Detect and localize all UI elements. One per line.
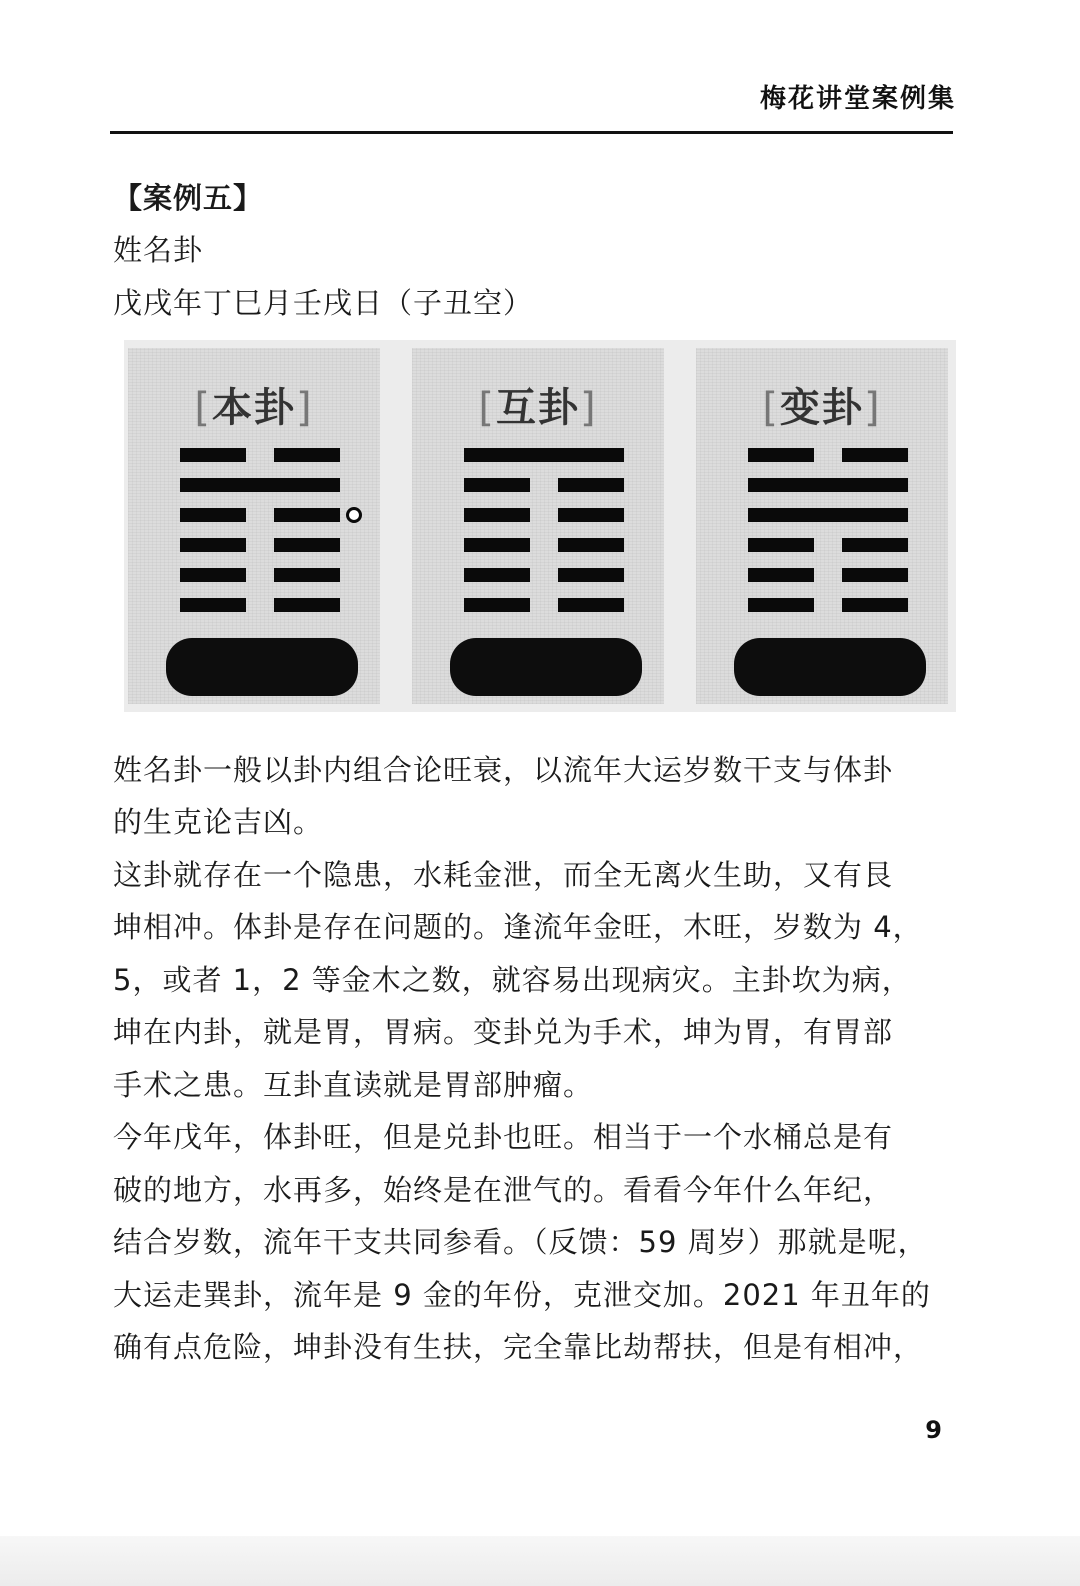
hexagram-lines bbox=[464, 448, 624, 616]
body-line: 确有点危险，坤卦没有生扶，完全靠比劫帮扶，但是有相冲， bbox=[113, 1330, 924, 1364]
hexagram-panel-ben bbox=[128, 348, 380, 704]
body-line: 手术之患。互卦直读就是胃部肿瘤。 bbox=[113, 1068, 594, 1102]
yin-line bbox=[180, 538, 340, 552]
case-date-line: 戊戌年丁巳月壬戌日（子丑空） bbox=[113, 286, 534, 320]
body-line: 姓名卦一般以卦内组合论旺衰，以流年大运岁数干支与体卦 bbox=[113, 753, 894, 787]
page-number: 9 bbox=[925, 1416, 942, 1444]
body-line: 坤相冲。体卦是存在问题的。逢流年金旺，木旺，岁数为 4， bbox=[113, 910, 923, 944]
yin-line bbox=[464, 508, 624, 522]
hexagram-lines bbox=[748, 448, 908, 616]
body-line: 坤在内卦，就是胃，胃病。变卦兑为手术，坤为胃，有胃部 bbox=[113, 1015, 894, 1049]
hexagram-label: [互卦] bbox=[478, 385, 598, 431]
yin-line bbox=[748, 598, 908, 612]
body-line: 破的地方，水再多，始终是在泄气的。看看今年什么年纪， bbox=[113, 1173, 894, 1207]
moving-line-circle-icon bbox=[346, 507, 362, 523]
running-header-title: 梅花讲堂案例集 bbox=[759, 84, 956, 114]
yin-line bbox=[464, 598, 624, 612]
yin-line bbox=[748, 538, 908, 552]
yin-line bbox=[748, 568, 908, 582]
case-subtitle: 姓名卦 bbox=[113, 233, 204, 267]
yin-line bbox=[180, 598, 340, 612]
body-line: 结合岁数，流年干支共同参看。（反馈：59 周岁）那就是呢， bbox=[113, 1225, 928, 1259]
hexagram-label: [变卦] bbox=[762, 385, 882, 431]
body-line: 大运走巽卦，流年是 9 金的年份，克泄交加。2021 年丑年的 bbox=[113, 1278, 931, 1312]
yin-line bbox=[464, 538, 624, 552]
yin-line bbox=[464, 478, 624, 492]
hexagram-label: [本卦] bbox=[194, 385, 314, 431]
yin-line bbox=[748, 448, 908, 462]
body-line: 的生克论吉凶。 bbox=[113, 805, 324, 839]
body-line: 今年戊年，体卦旺，但是兑卦也旺。相当于一个水桶总是有 bbox=[113, 1120, 894, 1154]
hexagram-name-pill bbox=[734, 638, 926, 696]
yin-line bbox=[180, 568, 340, 582]
yin-line bbox=[464, 568, 624, 582]
hexagram-panel-hu bbox=[412, 348, 664, 704]
yin-line bbox=[180, 508, 340, 522]
yang-line bbox=[464, 448, 624, 462]
hexagram-name-pill bbox=[450, 638, 642, 696]
bottom-shadow-band bbox=[0, 1536, 1080, 1586]
yin-line bbox=[180, 448, 340, 462]
yang-line bbox=[748, 508, 908, 522]
yang-line bbox=[748, 478, 908, 492]
yang-line bbox=[180, 478, 340, 492]
hexagram-panel-bian bbox=[696, 348, 948, 704]
hexagram-name-pill bbox=[166, 638, 358, 696]
header-rule bbox=[110, 131, 953, 134]
body-line: 这卦就存在一个隐患，水耗金泄，而全无离火生助，又有艮 bbox=[113, 858, 894, 892]
body-line: 5，或者 1，2 等金木之数，就容易出现病灾。主卦坎为病， bbox=[113, 963, 912, 997]
hexagram-figure bbox=[124, 340, 956, 712]
hexagram-lines bbox=[180, 448, 340, 616]
case-title: 【案例五】 bbox=[113, 181, 264, 215]
